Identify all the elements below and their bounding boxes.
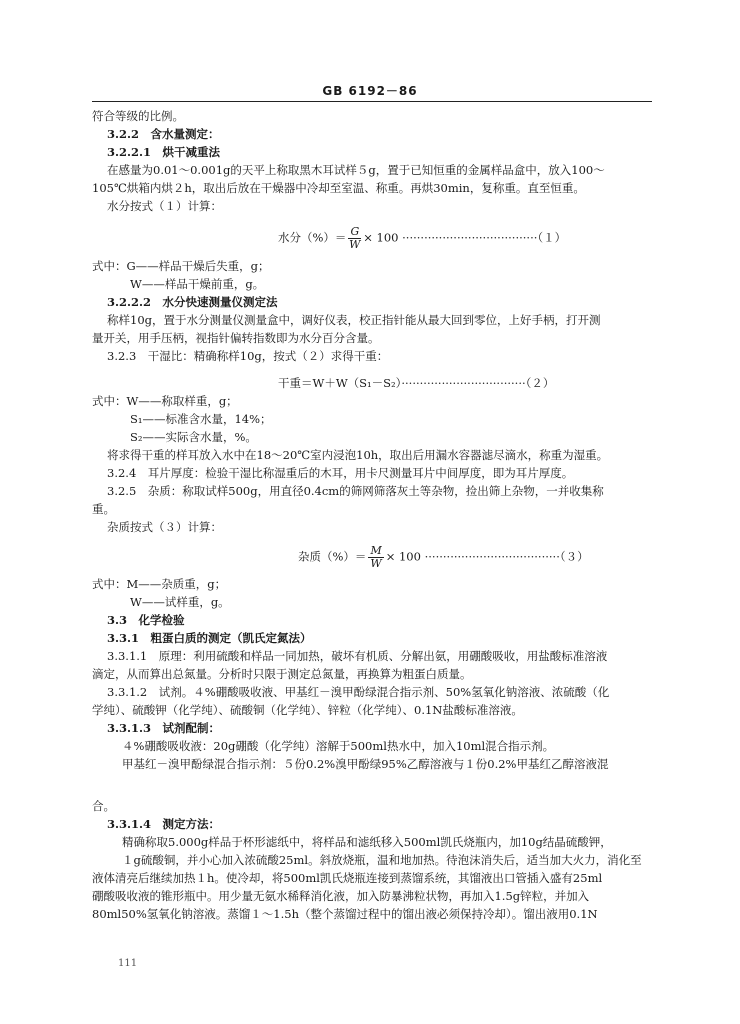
section-heading: 3.3.1 粗蛋白质的测定（凯氏定氮法） bbox=[107, 631, 312, 645]
section-heading: 3.2.2 含水量测定： bbox=[107, 127, 220, 141]
section-heading: 3.3 化学检验 bbox=[107, 613, 185, 627]
formula-2: 干重＝W＋W（S₁－S₂）··································（２） bbox=[278, 376, 555, 390]
page-number: 111 bbox=[118, 958, 138, 969]
text-line: W——样品干燥前重，g。 bbox=[130, 277, 265, 291]
page-header: GB 6192－86 bbox=[322, 84, 418, 98]
section-heading: 3.3.1.4 测定方法： bbox=[107, 817, 221, 831]
text-line: 杂质按式（３）计算： bbox=[107, 520, 222, 534]
formula-numerator: M bbox=[370, 544, 382, 557]
section-heading: 3.2.2.2 水分快速测量仪测定法 bbox=[107, 295, 278, 309]
text-line: 3.3.1.1 原理：利用硫酸和样品一同加热，破坏有机质、分解出氨，用硼酸吸收，用盐酸标准溶液 bbox=[107, 649, 608, 663]
text-line: W——试样重，g。 bbox=[130, 595, 230, 609]
text-line: 硼酸吸收液的锥形瓶中。用少量无氨水稀释消化液，加入防暴沸粒状物，再加入1.5g锌粒，并加入 bbox=[92, 889, 590, 903]
text-line: 在感量为0.01～0.001g的天平上称取黑木耳试样５g，置于已知恒重的金属样品盒中，放入100～ bbox=[107, 163, 605, 177]
text-line: 3.2.4 耳片厚度：检验干湿比称湿重后的木耳，用卡尺测量耳片中间厚度，即为耳片厚度。 bbox=[107, 466, 574, 480]
text-line: 105℃烘箱内烘２h，取出后放在干燥器中冷却至室温、称重。再烘30min，复称重。直至恒重。 bbox=[92, 181, 585, 195]
text-line: 学纯）、硫酸钾（化学纯）、硫酸铜（化学纯）、锌粒（化学纯）、0.1N盐酸标准溶液。 bbox=[92, 703, 523, 717]
formula-denominator: W bbox=[349, 238, 361, 251]
text-line: 将求得干重的样耳放入水中在18～20℃室内浸泡10h，取出后用漏水容器滤尽滴水，称重为湿重。 bbox=[107, 448, 609, 462]
text-line: 量开关，用手压柄，视指针偏转指数即为水分百分含量。 bbox=[92, 331, 380, 345]
text-line: 甲基红－溴甲酚绿混合指示剂：５份0.2%溴甲酚绿95%乙醇溶液与１份0.2%甲基红乙醇溶液混 bbox=[122, 757, 609, 771]
text-line: 重。 bbox=[92, 502, 115, 516]
text-line: 式中：G——样品干燥后失重，g； bbox=[92, 259, 270, 273]
formula-denominator: W bbox=[370, 557, 382, 570]
text-line: 3.3.1.2 试剂。４%硼酸吸收液、甲基红－溴甲酚绿混合指示剂、50%氢氧化钠溶液、浓硫酸（化 bbox=[107, 685, 610, 699]
text-line: 式中：M——杂质重，g； bbox=[92, 577, 227, 591]
text-line: 3.2.3 干湿比：精确称样10g，按式（２）求得干重： bbox=[107, 349, 389, 363]
formula-fraction bbox=[368, 545, 383, 570]
formula-3 bbox=[298, 545, 589, 570]
formula-rhs: × 100 ·····································（１） bbox=[363, 230, 567, 245]
header-rule bbox=[92, 101, 652, 102]
text-line: 水分按式（１）计算： bbox=[107, 199, 222, 213]
formula-lhs: 杂质（%）＝ bbox=[298, 549, 367, 564]
text-line: 80ml50%氢氧化钠溶液。蒸馏１～1.5h（整个蒸馏过程中的馏出液必须保持冷却）。馏出液用0.1N bbox=[92, 907, 598, 921]
text-line: 精确称取5.000g样品于杯形滤纸中，将样品和滤纸移入500ml凯氏烧瓶内，加10g结晶硫酸钾， bbox=[122, 835, 612, 849]
formula-lhs: 水分（%）＝ bbox=[278, 230, 347, 245]
text-line: 3.2.5 杂质：称取试样500g，用直径0.4cm的筛网筛落灰土等杂物，捡出筛上杂物，一并收集称 bbox=[107, 484, 604, 498]
section-heading: 3.2.2.1 烘干减重法 bbox=[107, 145, 221, 159]
text-line: 液体清亮后继续加热１h。使冷却，将500ml凯氏烧瓶连接到蒸馏系统，其馏液出口管插入盛有25ml bbox=[92, 871, 603, 885]
text-line: ４%硼酸吸收液：20g硼酸（化学纯）溶解于500ml热水中，加入10ml混合指示剂。 bbox=[122, 739, 555, 753]
text-line: S₁——标准含水量，14%； bbox=[130, 412, 272, 426]
text-line: 合。 bbox=[92, 799, 115, 813]
formula-fraction bbox=[348, 226, 361, 251]
section-heading: 3.3.1.3 试剂配制： bbox=[107, 721, 221, 735]
text-line: 滴定，从而算出总氮量。分析时只限于测定总氮量，再换算为粗蛋白质量。 bbox=[92, 667, 472, 681]
formula-rhs: × 100 ·····································（３） bbox=[385, 549, 589, 564]
formula-1 bbox=[278, 226, 566, 251]
text-line: １g硫酸铜，并小心加入浓硫酸25ml。斜放烧瓶，温和地加热。待泡沫消失后，适当加大火力，消化至 bbox=[122, 853, 642, 867]
formula-numerator: G bbox=[350, 225, 360, 238]
text-line: 式中：W——称取样重，g； bbox=[92, 394, 238, 408]
text-line: S₂——实际含水量，%。 bbox=[130, 430, 257, 444]
text-line: 称样10g，置于水分测量仪测量盒中，调好仪表，校正指针能从最大回到零位，上好手柄，打开测 bbox=[107, 313, 601, 327]
text-line: 符合等级的比例。 bbox=[92, 109, 184, 123]
